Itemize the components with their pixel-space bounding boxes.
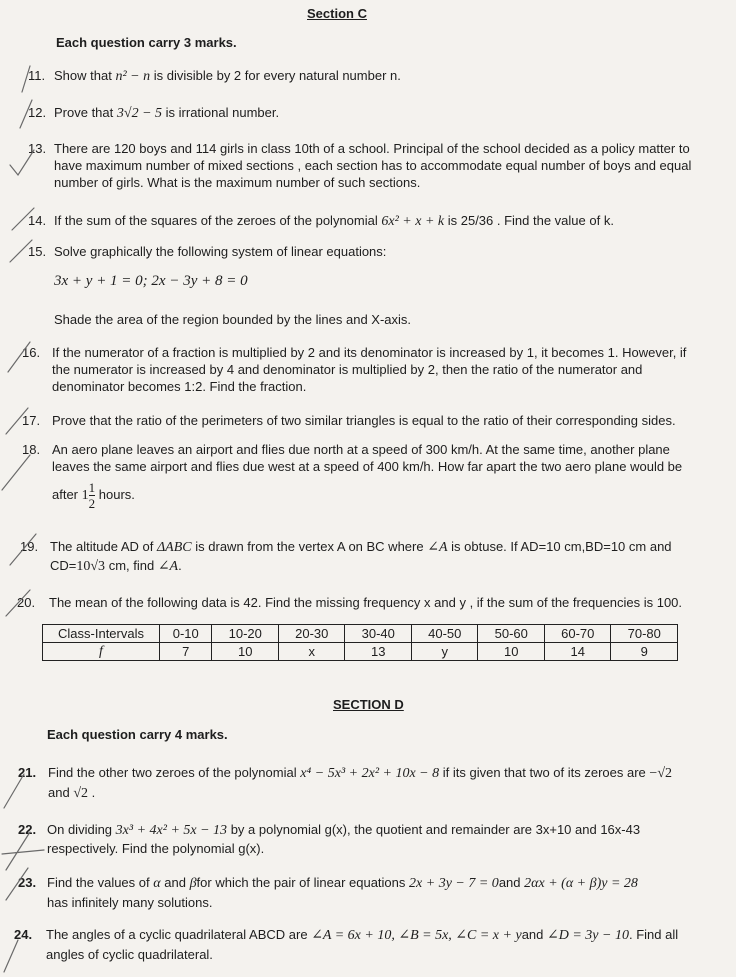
question-15-equations: 3x + y + 1 = 0; 2x − 3y + 8 = 0 bbox=[54, 273, 248, 289]
question-number: 12. bbox=[28, 105, 47, 120]
question-number: 15. bbox=[28, 244, 47, 259]
table-cell: 70-80 bbox=[611, 625, 678, 643]
table-cell: 30-40 bbox=[345, 625, 412, 643]
tick-mark bbox=[22, 66, 30, 92]
question-24-line2: angles of cyclic quadrilateral. bbox=[46, 947, 213, 962]
tick-mark bbox=[10, 150, 34, 175]
question-13: There are 120 boys and 114 girls in class 10th of a school. Principal of the school decided as a policy matter to have maximum number of mixed sections , each section has to accommodate equal number of boys and equal number of girls. What is the maximum number of such sections. bbox=[54, 141, 692, 190]
question-number: 17. bbox=[22, 413, 41, 428]
question-number: 18. bbox=[22, 442, 41, 457]
question-18-time: after 1 $\frac{1}{2}$ hours. bbox=[52, 480, 135, 511]
question-16: If the numerator of a fraction is multiplied by 2 and its denominator is increased by 1, it becomes 1. However, if the numerator is increased by 4 and denominator is multiplied by 2, then the ratio of the numerator and denominator becomes 1:2. Find the fraction. bbox=[52, 345, 687, 394]
table-cell: 9 bbox=[611, 643, 678, 661]
table-cell: y bbox=[411, 643, 478, 661]
question-12: Prove that 3√2 − 5 is irrational number. bbox=[54, 105, 280, 121]
question-number: 13. bbox=[28, 141, 47, 156]
table-cell: f bbox=[43, 643, 160, 661]
question-22: On dividing 3x³ + 4x² + 5x − 13 by a polynomial g(x), the quotient and remainder are 3x+10 and 16x-43 bbox=[47, 822, 641, 838]
question-18: An aero plane leaves an airport and flies due north at a speed of 300 km/h. At the same time, another plane leaves the same airport and flies due west at a speed of 400 km/h. How far apart the two aero plane would be bbox=[52, 442, 683, 474]
question-22-line2: respectively. Find the polynomial g(x). bbox=[47, 841, 265, 856]
question-15-note: Shade the area of the region bounded by the lines and X-axis. bbox=[54, 312, 412, 327]
table-cell: 7 bbox=[160, 643, 212, 661]
question-24: The angles of a cyclic quadrilateral ABCD are ∠A = 6x + 10, ∠B = 5x, ∠C = x + yand ∠D = 3y − 10. Find all bbox=[46, 927, 679, 943]
question-number: 22. bbox=[18, 822, 37, 837]
table-cell: 40-50 bbox=[411, 625, 478, 643]
question-number: 11. bbox=[28, 68, 46, 83]
question-19-line2: CD=10√3 cm, find ∠A. bbox=[50, 558, 182, 574]
section-d-marks-note: Each question carry 4 marks. bbox=[47, 727, 228, 742]
section-c-marks-note: Each question carry 3 marks. bbox=[56, 35, 237, 50]
question-number: 21. bbox=[18, 765, 37, 780]
tick-mark bbox=[4, 940, 18, 972]
question-23-line2: has infinitely many solutions. bbox=[47, 895, 213, 910]
tick-mark bbox=[2, 455, 30, 490]
question-21: Find the other two zeroes of the polynomial x⁴ − 5x³ + 2x² + 10x − 8 if its given that two of its zeroes are −√2 bbox=[48, 765, 673, 781]
table-cell: Class-Intervals bbox=[43, 625, 160, 643]
tick-mark bbox=[20, 100, 32, 128]
tick-mark bbox=[12, 208, 34, 230]
question-14: If the sum of the squares of the zeroes of the polynomial 6x² + x + k is 25/36 . Find the value of k. bbox=[54, 213, 614, 229]
table-cell: 14 bbox=[544, 643, 611, 661]
section-d-heading: SECTION D bbox=[333, 697, 404, 712]
question-23: Find the values of α and βfor which the pair of linear equations 2x + 3y − 7 = 0and 2αx + (α + β)y = 28 bbox=[47, 875, 638, 891]
question-11: Show that n² − n is divisible by 2 for every natural number n. bbox=[54, 68, 401, 84]
table-cell: 60-70 bbox=[544, 625, 611, 643]
tick-mark bbox=[6, 590, 30, 616]
tick-mark bbox=[2, 832, 44, 870]
tick-mark bbox=[10, 534, 39, 565]
table-cell: 0-10 bbox=[160, 625, 212, 643]
tick-mark bbox=[6, 868, 28, 900]
table-cell: 50-60 bbox=[478, 625, 545, 643]
tick-mark bbox=[8, 342, 30, 372]
question-number: 14. bbox=[28, 213, 47, 228]
table-cell: 13 bbox=[345, 643, 412, 661]
table-cell: 20-30 bbox=[278, 625, 345, 643]
question-number: 20. bbox=[17, 595, 36, 610]
question-21-line2: and √2 . bbox=[48, 785, 96, 801]
question-20: The mean of the following data is 42. Find the missing frequency x and y , if the sum of the frequencies is 100. bbox=[49, 595, 683, 610]
question-17: Prove that the ratio of the perimeters of two similar triangles is equal to the ratio of their corresponding sides. bbox=[52, 413, 676, 428]
table-cell: 10 bbox=[212, 643, 279, 661]
table-cell: 10-20 bbox=[212, 625, 279, 643]
table-cell: 10 bbox=[478, 643, 545, 661]
section-c-heading: Section C bbox=[307, 6, 367, 21]
tick-mark bbox=[10, 240, 32, 262]
question-number: 19. bbox=[20, 539, 39, 554]
question-number: 24. bbox=[14, 927, 33, 942]
question-15: Solve graphically the following system of linear equations: bbox=[54, 244, 387, 259]
question-19: The altitude AD of ΔABC is drawn from the vertex A on BC where ∠A is obtuse. If AD=10 cm,BD=10 cm and bbox=[50, 539, 672, 555]
tick-mark bbox=[6, 408, 28, 434]
table-cell: x bbox=[278, 643, 345, 661]
question-number: 23. bbox=[18, 875, 37, 890]
question-number: 16. bbox=[22, 345, 41, 360]
tick-mark bbox=[4, 774, 24, 808]
